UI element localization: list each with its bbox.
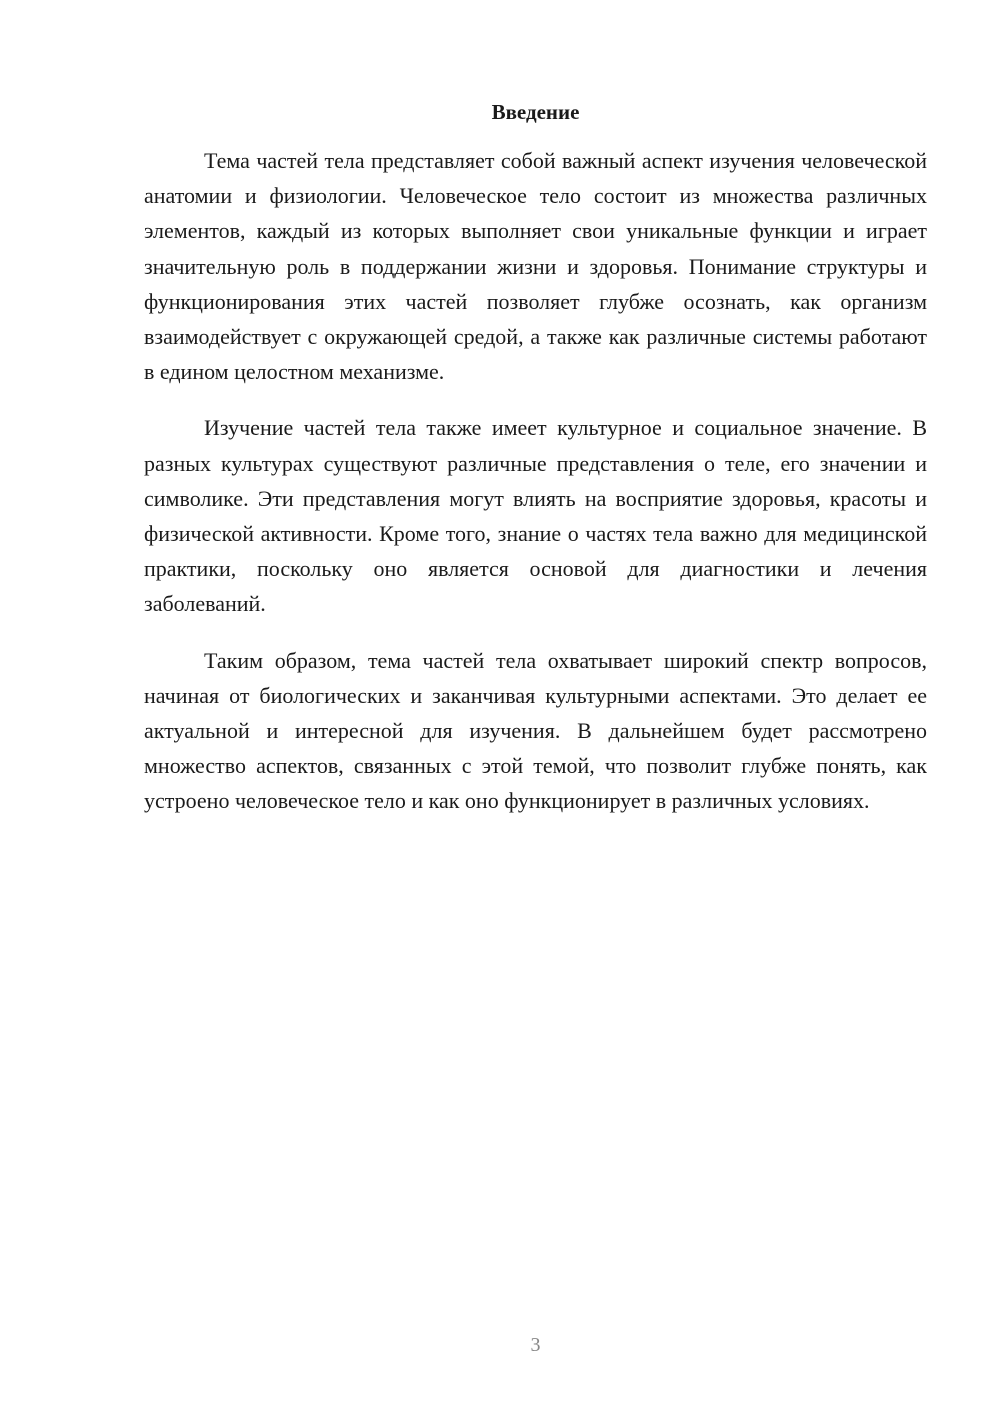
- paragraph: Таким образом, тема частей тела охватывает широкий спектр вопросов, начиная от биологических и заканчивая культурными аспектами. Это делает ее актуальной и интересной для изучения. В дальнейшем будет рассмотрено множество аспектов, связанных с этой темой, что позволит глубже понять, как устроено человеческое тело и как оно функционирует в различных условиях.: [144, 647, 927, 814]
- section-heading: Введение: [491, 100, 580, 124]
- body-text: [144, 143, 927, 840]
- page-number: 3: [530, 1334, 541, 1356]
- paragraph: Тема частей тела представляет собой важный аспект изучения человеческой анатомии и физиологии. Человеческое тело состоит из множества различных элементов, каждый из которых выполняет свои уникальные функции и играет значительную роль в поддержании жизни и здоровья. Понимание структуры и функционирования этих частей позволяет глубже осознать, как организм взаимодействует с окружающей средой, а также как различные системы работают в едином целостном механизме.: [144, 148, 927, 385]
- document-page: [144, 0, 927, 1414]
- paragraph: Изучение частей тела также имеет культурное и социальное значение. В разных культурах существуют различные представления о теле, его значении и символике. Эти представления могут влиять на восприятие здоровья, красоты и физической активности. Кроме того, знание о частях тела важно для медицинской практики, поскольку оно является основой для диагностики и лечения заболеваний.: [144, 415, 927, 617]
